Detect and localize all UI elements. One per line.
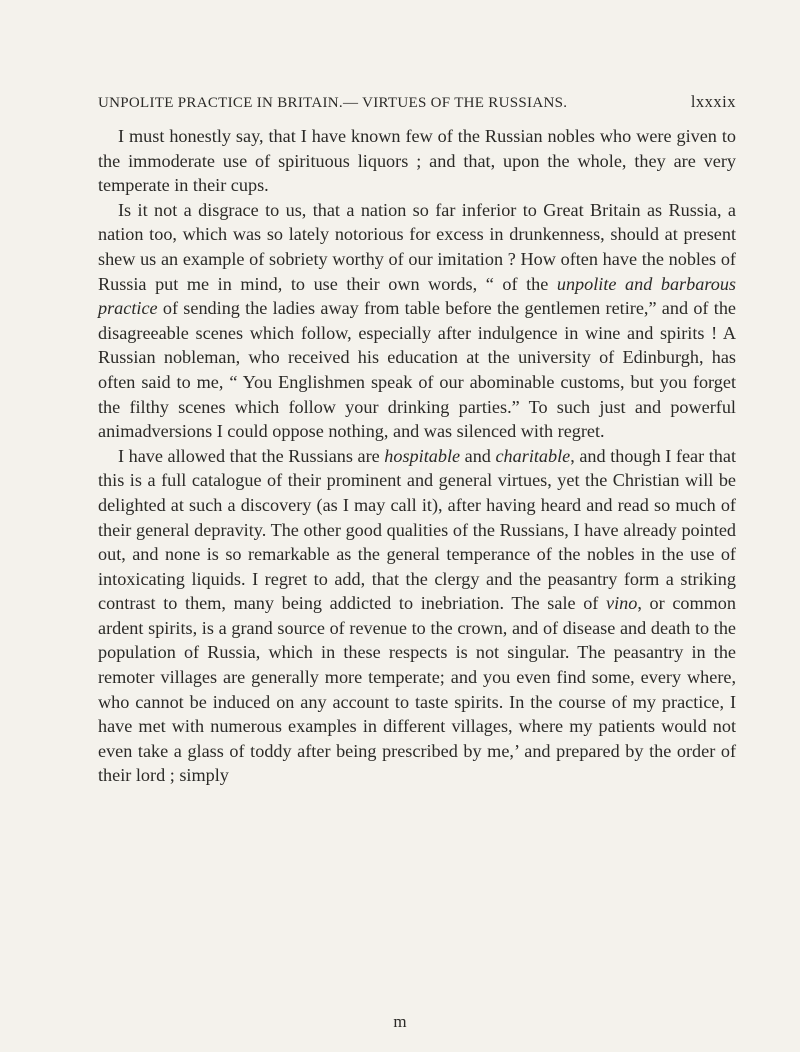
running-head — [98, 92, 736, 112]
paragraph — [98, 124, 736, 198]
page-number: lxxxix — [690, 92, 736, 111]
italic-phrase: unpolite and barbarous practice — [98, 273, 736, 319]
italic-word: charitable — [495, 445, 571, 466]
paragraph-text: , and though I fear that this is a full catalogue of their prominent and general virtues, yet the Christian will be delighted at such a discovery (as I may call it), after having heard and read so much of their general depravity. The other good qualities of the Russians, I have already pointed out, and none is so remarkable as the general temperance of the nobles in the use of intoxicating liquids. I regret to add, that the clergy and the peasantry form a striking contrast to them, many being addicted to inebriation. The sale of — [98, 445, 736, 614]
paragraph — [98, 444, 736, 788]
signature-mark: m — [393, 1012, 407, 1031]
paragraph-text: Is it not a disgrace to us, that a nation so far inferior to Great Britain as Russia, a nation too, which was so lately notorious for excess in drunkenness, should at present shew us an example of sobriety worthy of our imitation ? How often have the nobles of Russia put me in mind, to use their own words, “ of the — [98, 199, 736, 294]
running-head-title: UNPOLITE PRACTICE IN BRITAIN.— VIRTUES OF THE RUSSIANS. — [98, 95, 568, 111]
italic-word: vino — [606, 593, 638, 614]
body-text — [98, 124, 736, 788]
paragraph-text: of sending the ladies away from table before the gentlemen retire,” and of the disagreeable scenes which follow, especially after indulgence in wine and spirits ! A Russian nobleman, who received his education at the university of Edinburgh, has often said to me, “ You Englishmen speak of our abominable customs, but you forget the filthy scenes which follow your drinking parties.” To such just and powerful animadversions I could oppose nothing, and was silenced with regret. — [98, 298, 736, 442]
paragraph-text: I must honestly say, that I have known few of the Russian nobles who were given to the immoderate use of spirituous liquors ; and that, upon the whole, they are very temperate in their cups. — [98, 126, 736, 196]
paragraph — [98, 198, 736, 444]
paragraph-text: , or common ardent spirits, is a grand source of revenue to the crown, and of disease and death to the population of Russia, which in these respects is not singular. The peasantry in the remoter villages are generally more temperate; and you even find some, every where, who cannot be induced on any account to taste spirits. In the course of my practice, I have met with numerous examples in different villages, where my patients would not even take a glass of toddy after being prescribed by me,’ and prepared by the order of their lord ; simply — [98, 593, 736, 786]
paragraph-text: I have allowed that the Russians are — [118, 445, 385, 466]
paragraph-text: and — [460, 445, 496, 466]
italic-word: hospitable — [384, 445, 461, 466]
